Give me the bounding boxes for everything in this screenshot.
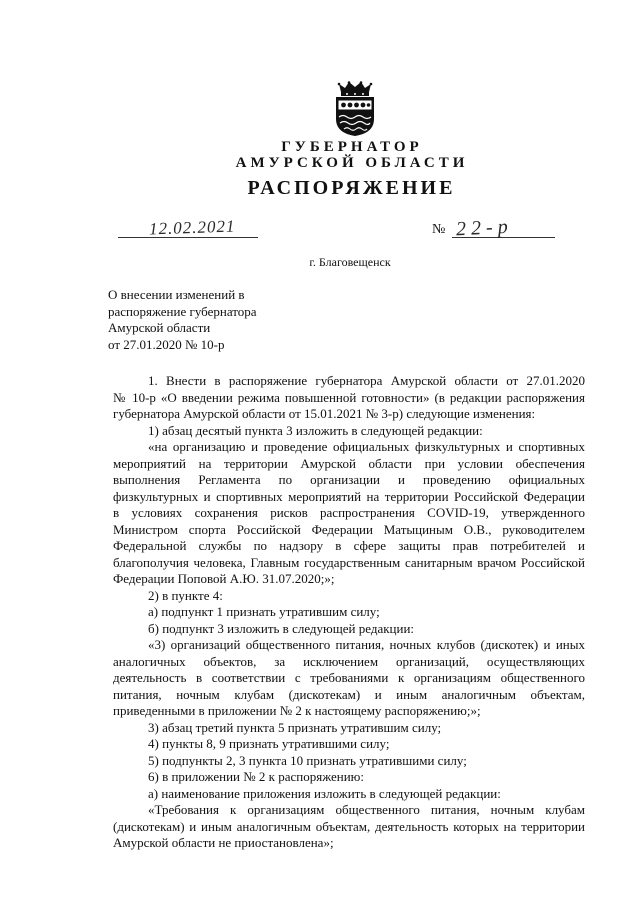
- document-line: Федерации Поповой А.Ю. 31.07.2020;»;: [113, 571, 335, 586]
- document-line: благополучия человека, Главным государственным санитарным врачом Российской: [113, 554, 585, 570]
- handwritten-number: 22-р: [455, 215, 514, 241]
- document-line: в условиях сохранения рисков распространения COVID-19, утвержденного: [113, 505, 585, 520]
- paragraph: [113, 720, 585, 737]
- paragraph: [113, 621, 585, 638]
- document-line: губернатора Амурской области от 15.01.2021 № 3-р) следующие изменения:: [113, 406, 536, 421]
- document-line: «3) организаций общественного питания, ночных клубов (дискотек) и иных: [148, 637, 585, 652]
- document-line: 5) подпункты 2, 3 пункта 10 признать утратившими силу;: [148, 752, 467, 768]
- document-line: 1) абзац десятый пункта 3 изложить в следующей редакции:: [148, 422, 483, 438]
- document-line: «Требования к организациям общественного питания, ночным клубам: [148, 802, 585, 817]
- document-line: а) наименование приложения изложить в следующей редакции:: [148, 785, 501, 801]
- number-field: [452, 215, 555, 241]
- document-line: Амурской области не приостановлена»;: [113, 835, 334, 850]
- document-line: 6) в приложении № 2 к распоряжению:: [148, 769, 365, 784]
- handwritten-date: 12.02.2021: [148, 216, 236, 239]
- document-line: 4) пункты 8, 9 признать утратившими силу;: [148, 736, 390, 751]
- paragraph: [113, 786, 585, 803]
- document-line: питания, ночным клубам (дискотекам) и иным аналогичным объектам,: [113, 686, 585, 702]
- paragraph: [113, 769, 585, 786]
- subject-line: Амурской области: [108, 320, 211, 335]
- paragraph: [113, 439, 585, 588]
- paragraph: [113, 588, 585, 605]
- subject-line: от 27.01.2020 № 10-р: [108, 336, 225, 352]
- document-line: Министром спорта Российской Федерации Матыциным О.В., руководителем: [113, 521, 585, 537]
- coat-of-arms-icon: [329, 81, 381, 137]
- document-line: а) подпункт 1 признать утратившим силу;: [148, 604, 380, 619]
- document-subject: [108, 287, 257, 353]
- document-line: 1. Внести в распоряжение губернатора Амурской области от 27.01.2020: [148, 373, 585, 388]
- document-line: 2) в пункте 4:: [148, 587, 223, 603]
- document-body: [113, 373, 585, 852]
- paragraph: [113, 637, 585, 720]
- subject-line: О внесении изменений в: [108, 287, 245, 302]
- authority-title: ГУБЕРНАТОР: [281, 139, 423, 155]
- paragraph: [113, 604, 585, 621]
- document-line: № 10-р «О введении режима повышенной готовности» (в редакции распоряжения: [113, 389, 585, 405]
- document-type: РАСПОРЯЖЕНИЕ: [247, 177, 456, 199]
- region-title: АМУРСКОЙ ОБЛАСТИ: [235, 155, 469, 171]
- paragraph: [113, 423, 585, 440]
- date-field: [118, 216, 258, 239]
- document-line: аналогичных объектов, за исключением организаций, осуществляющих: [113, 653, 585, 669]
- document-line: выполнения Регламента по организации и проведению официальных: [113, 472, 585, 487]
- document-line: Федеральной службы по надзору в сфере защиты прав потребителей и: [113, 538, 585, 553]
- document-line: «на организацию и проведение официальных физкультурных и спортивных: [148, 439, 585, 454]
- document-line: физкультурных и спортивных мероприятий на территории Российской Федерации: [113, 488, 585, 504]
- document-line: (дискотекам) и иным аналогичным объектам, деятельность которых на территории: [113, 818, 585, 834]
- document-line: деятельность в соответствии с требованиями к организациям общественного: [113, 670, 585, 685]
- document-line: мероприятий на территории Амурской области при условии обеспечения: [113, 455, 585, 471]
- paragraph: [113, 373, 585, 423]
- paragraph: [113, 753, 585, 770]
- place-of-issue: г. Благовещенск: [309, 255, 391, 269]
- document-line: б) подпункт 3 изложить в следующей редакции:: [148, 620, 415, 636]
- subject-line: распоряжение губернатора: [108, 303, 257, 319]
- paragraph: [113, 736, 585, 753]
- document-line: приведенными в приложении № 2 к настоящему распоряжению;»;: [113, 703, 481, 718]
- paragraph: [113, 802, 585, 852]
- document-line: 3) абзац третий пункта 5 признать утратившим силу;: [148, 719, 442, 735]
- number-label: №: [432, 222, 446, 237]
